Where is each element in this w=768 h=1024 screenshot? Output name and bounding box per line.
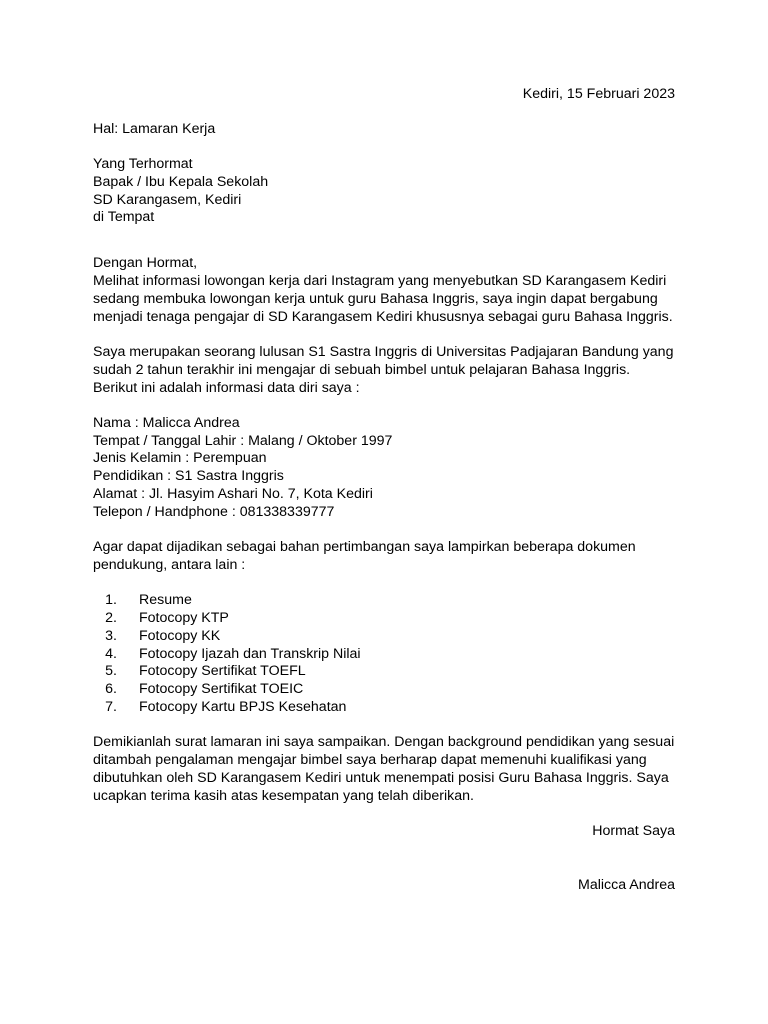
intro-line: menjadi tenaga pengajar di SD Karangasem Kediri khususnya sebagai guru Bahasa Inggris. [93, 308, 673, 325]
list-item-text: Resume [139, 592, 192, 609]
letter-subject: Hal: Lamaran Kerja [93, 120, 216, 137]
list-item [93, 592, 675, 610]
personal-gender: Jenis Kelamin : Perempuan [93, 450, 267, 467]
background-line: Saya merupakan seorang lulusan S1 Sastra Inggris di Universitas Padjajaran Bandung yang [93, 343, 674, 360]
list-item-number: 5. [105, 663, 117, 680]
recipient-line: di Tempat [93, 209, 155, 226]
personal-name: Nama : Malicca Andrea [93, 414, 240, 431]
conclusion-line: Demikianlah surat lamaran ini saya sampaikan. Dengan background pendidikan yang sesuai [93, 734, 675, 751]
list-item-number: 4. [105, 645, 117, 662]
attachments-list [93, 592, 675, 717]
list-item-text: Fotocopy KTP [139, 610, 229, 627]
list-item [93, 663, 675, 681]
personal-phone: Telepon / Handphone : 081338339777 [93, 503, 335, 520]
background-line: sudah 2 tahun terakhir ini mengajar di sebuah bimbel untuk pelajaran Bahasa Inggris. [93, 361, 631, 378]
list-item [93, 628, 675, 646]
list-item-text: Fotocopy KK [139, 627, 221, 644]
intro-line: sedang membuka lowongan kerja untuk guru Bahasa Inggris, saya ingin dapat bergabung [93, 290, 658, 307]
personal-data-block [93, 415, 675, 522]
personal-birth: Tempat / Tanggal Lahir : Malang / Oktober 1997 [93, 432, 393, 449]
background-paragraph [93, 344, 675, 397]
conclusion-line: dibutuhkan oleh SD Karangasem Kediri untuk menempati posisi Guru Bahasa Inggris. Saya [93, 769, 669, 786]
list-item [93, 646, 675, 664]
list-item-number: 6. [105, 681, 117, 698]
list-item-text: Fotocopy Sertifikat TOEIC [139, 681, 304, 698]
recipient-line: Bapak / Ibu Kepala Sekolah [93, 173, 269, 190]
list-item [93, 681, 675, 699]
attachments-intro [93, 539, 675, 575]
signature-name: Malicca Andrea [578, 876, 675, 893]
recipient-block [93, 156, 675, 227]
intro-paragraph [93, 255, 675, 326]
list-item-text: Fotocopy Sertifikat TOEFL [139, 663, 306, 680]
list-item-number: 3. [105, 627, 117, 644]
conclusion-paragraph [93, 734, 675, 805]
conclusion-line: ditambah pengalaman mengajar bimbel saya berharap dapat memenuhi kualifikasi yang [93, 752, 647, 769]
attachments-intro-line: Agar dapat dijadikan sebagai bahan pertimbangan saya lampirkan beberapa dokumen [93, 539, 636, 556]
greeting: Dengan Hormat, [93, 255, 198, 272]
list-item [93, 699, 675, 717]
list-item-text: Fotocopy Kartu BPJS Kesehatan [139, 699, 347, 716]
list-item [93, 610, 675, 628]
closing-salutation: Hormat Saya [592, 823, 675, 839]
intro-line: Melihat informasi lowongan kerja dari Instagram yang menyebutkan SD Karangasem Kediri [93, 273, 667, 290]
list-item-number: 2. [105, 610, 117, 627]
attachments-intro-line: pendukung, antara lain : [93, 556, 246, 573]
background-line: Berikut ini adalah informasi data diri saya : [93, 379, 360, 396]
letter-date: Kediri, 15 Februari 2023 [522, 86, 675, 102]
recipient-line: SD Karangasem, Kediri [93, 191, 242, 208]
personal-address: Alamat : Jl. Hasyim Ashari No. 7, Kota Kediri [93, 486, 373, 503]
personal-education: Pendidikan : S1 Sastra Inggris [93, 468, 284, 485]
conclusion-line: ucapkan terima kasih atas kesempatan yang telah diberikan. [93, 787, 474, 804]
recipient-line: Yang Terhormat [93, 156, 193, 173]
list-item-number: 1. [105, 592, 117, 609]
list-item-number: 7. [105, 699, 117, 716]
letter-page [93, 86, 675, 895]
list-item-text: Fotocopy Ijazah dan Transkrip Nilai [139, 645, 361, 662]
